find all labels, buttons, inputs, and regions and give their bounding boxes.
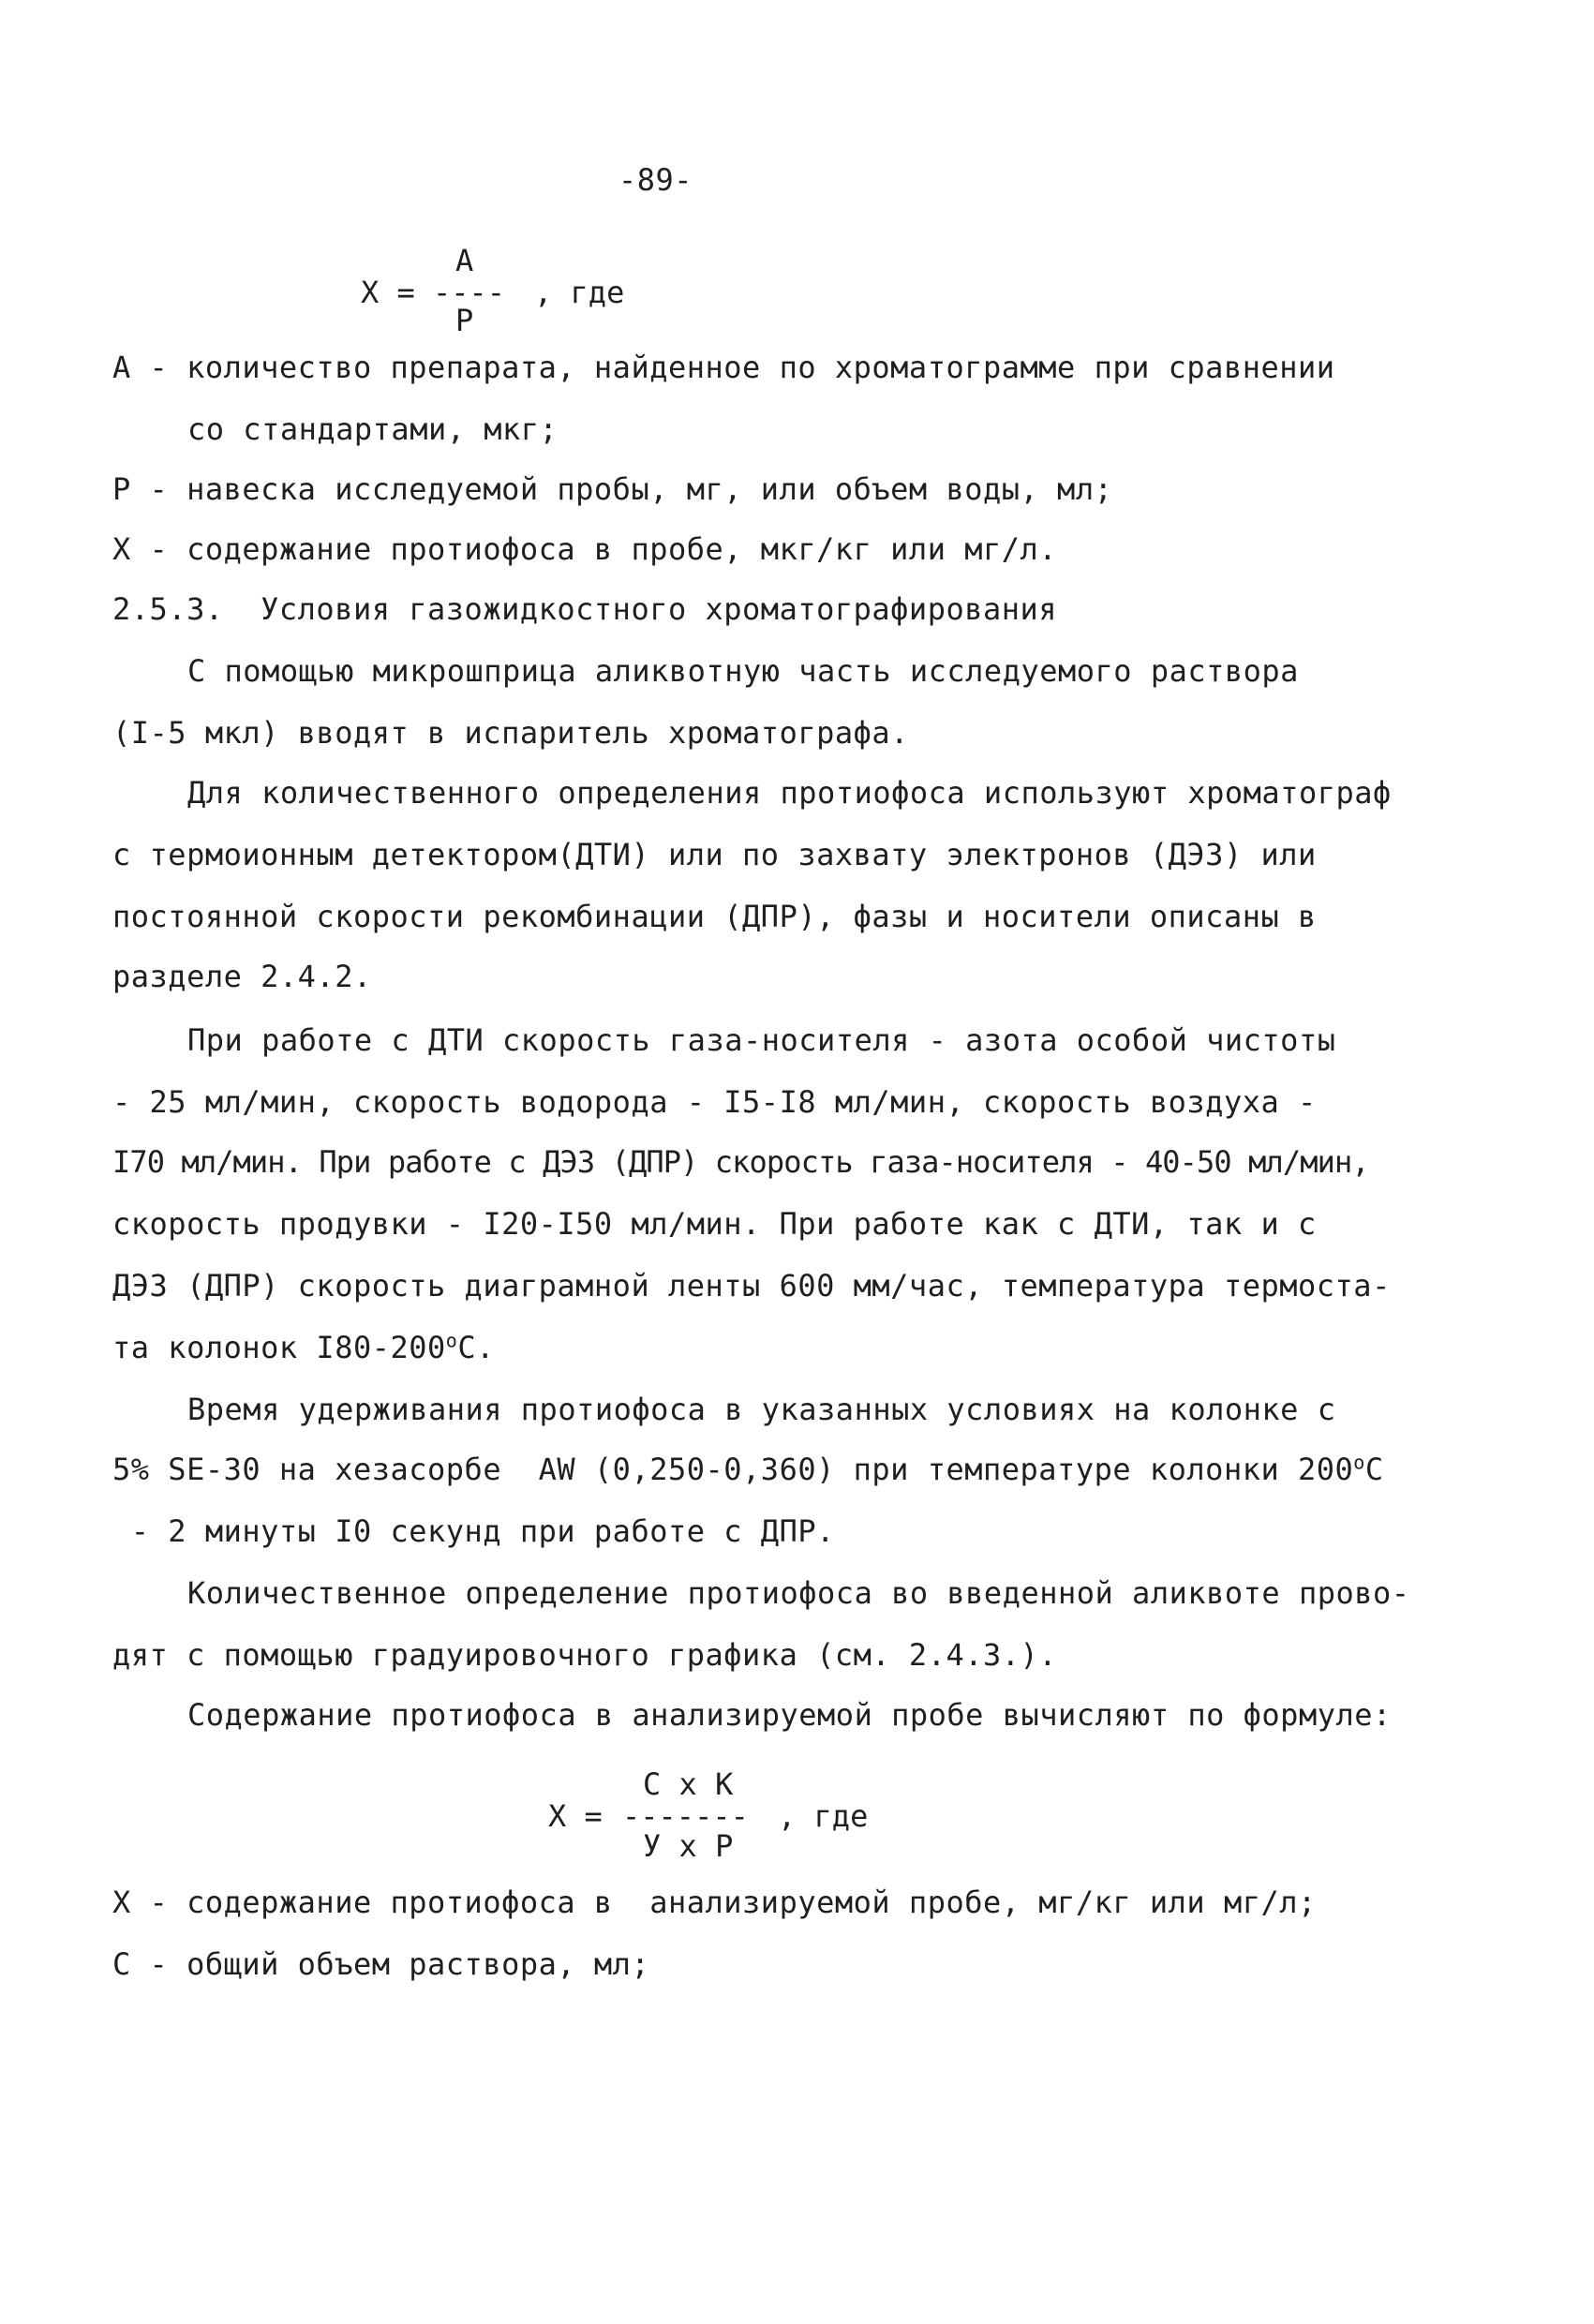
- formula-1-denominator: P: [455, 303, 474, 338]
- paragraph-line: разделе 2.4.2.: [112, 959, 372, 994]
- paragraph-line: ДЭЗ (ДПР) скорость диаграмной ленты 600 мм/час, температура термоста-: [112, 1268, 1391, 1304]
- paragraph-line: (I-5 мкл) вводят в испаритель хроматографа.: [112, 715, 909, 751]
- paragraph-line: При работе с ДТИ скорость газа-носителя - азота особой чистоты: [187, 1022, 1336, 1058]
- paragraph-line: - 2 минуты I0 секунд при работе с ДПР.: [112, 1513, 835, 1549]
- text-run: С.: [457, 1330, 495, 1365]
- formula-1-bar: ----: [433, 275, 506, 310]
- formula-1-tail: , где: [534, 275, 625, 310]
- paragraph-line: С помощью микрошприца аликвотную часть исследуемого раствора: [187, 653, 1299, 689]
- paragraph-line: постоянной скорости рекомбинации (ДПР), фазы и носители описаны в: [112, 899, 1317, 934]
- formula-1-numerator: A: [455, 243, 474, 278]
- formula-2-lhs: X =: [548, 1798, 603, 1834]
- paragraph-line: I70 мл/мин. При работе с ДЭЗ (ДПР) скорость газа-носителя - 40-50 мл/мин,: [112, 1144, 1369, 1180]
- paragraph-line: Для количественного определения протиофоса используют хроматограф: [187, 775, 1392, 811]
- text-run: 5% SE-30 на хезасорбе AW (0,250-0,360) при температуре колонки 200: [112, 1452, 1354, 1487]
- formula-2-denominator: У x P: [643, 1828, 734, 1864]
- definition-line: C - общий объем раствора, мл;: [112, 1946, 650, 1982]
- formula-1-lhs: X =: [361, 275, 415, 310]
- text-run: та колонок I80-200: [112, 1330, 446, 1365]
- paragraph-line: Время удерживания протиофоса в указанных условиях на колонке с: [187, 1392, 1336, 1427]
- formula-2-tail: , где: [778, 1798, 869, 1834]
- definition-line: P - навеска исследуемой пробы, мг, или объем воды, мл;: [112, 471, 1113, 507]
- definition-line: со стандартами, мкг;: [187, 411, 559, 447]
- definition-line: X - содержание протиофоса в пробе, мкг/кг или мг/л.: [112, 531, 1058, 567]
- paragraph-line: с термоионным детектором(ДТИ) или по захвату электронов (ДЭЗ) или: [112, 837, 1317, 872]
- paragraph-line: дят с помощью градуировочного графика (см. 2.4.3.).: [112, 1637, 1058, 1673]
- degree-mark: o: [445, 1329, 458, 1352]
- paragraph-line: Количественное определение протиофоса во введенной аликвоте прово-: [187, 1575, 1410, 1611]
- definition-line: X - содержание протиофоса в анализируемой пробе, мг/кг или мг/л;: [112, 1885, 1317, 1920]
- paragraph-line: [112, 1329, 495, 1366]
- formula-2-bar: -------: [622, 1798, 749, 1834]
- paragraph-line: - 25 мл/мин, скорость водорода - I5-I8 мл/мин, скорость воздуха -: [112, 1084, 1317, 1120]
- formula-2-numerator: C x K: [643, 1766, 734, 1802]
- paragraph-line: [112, 1451, 1384, 1488]
- page-number: -89-: [618, 162, 693, 198]
- text-run: С: [1364, 1452, 1384, 1487]
- paragraph-line: скорость продувки - I20-I50 мл/мин. При работе как с ДТИ, так и с: [112, 1206, 1317, 1242]
- degree-mark: o: [1353, 1451, 1365, 1474]
- paragraph-line: Содержание протиофоса в анализируемой пробе вычисляют по формуле:: [187, 1697, 1392, 1733]
- definition-line: A - количество препарата, найденное по хроматограмме при сравнении: [112, 350, 1335, 385]
- section-heading: 2.5.3. Условия газожидкостного хроматографирования: [112, 591, 1058, 627]
